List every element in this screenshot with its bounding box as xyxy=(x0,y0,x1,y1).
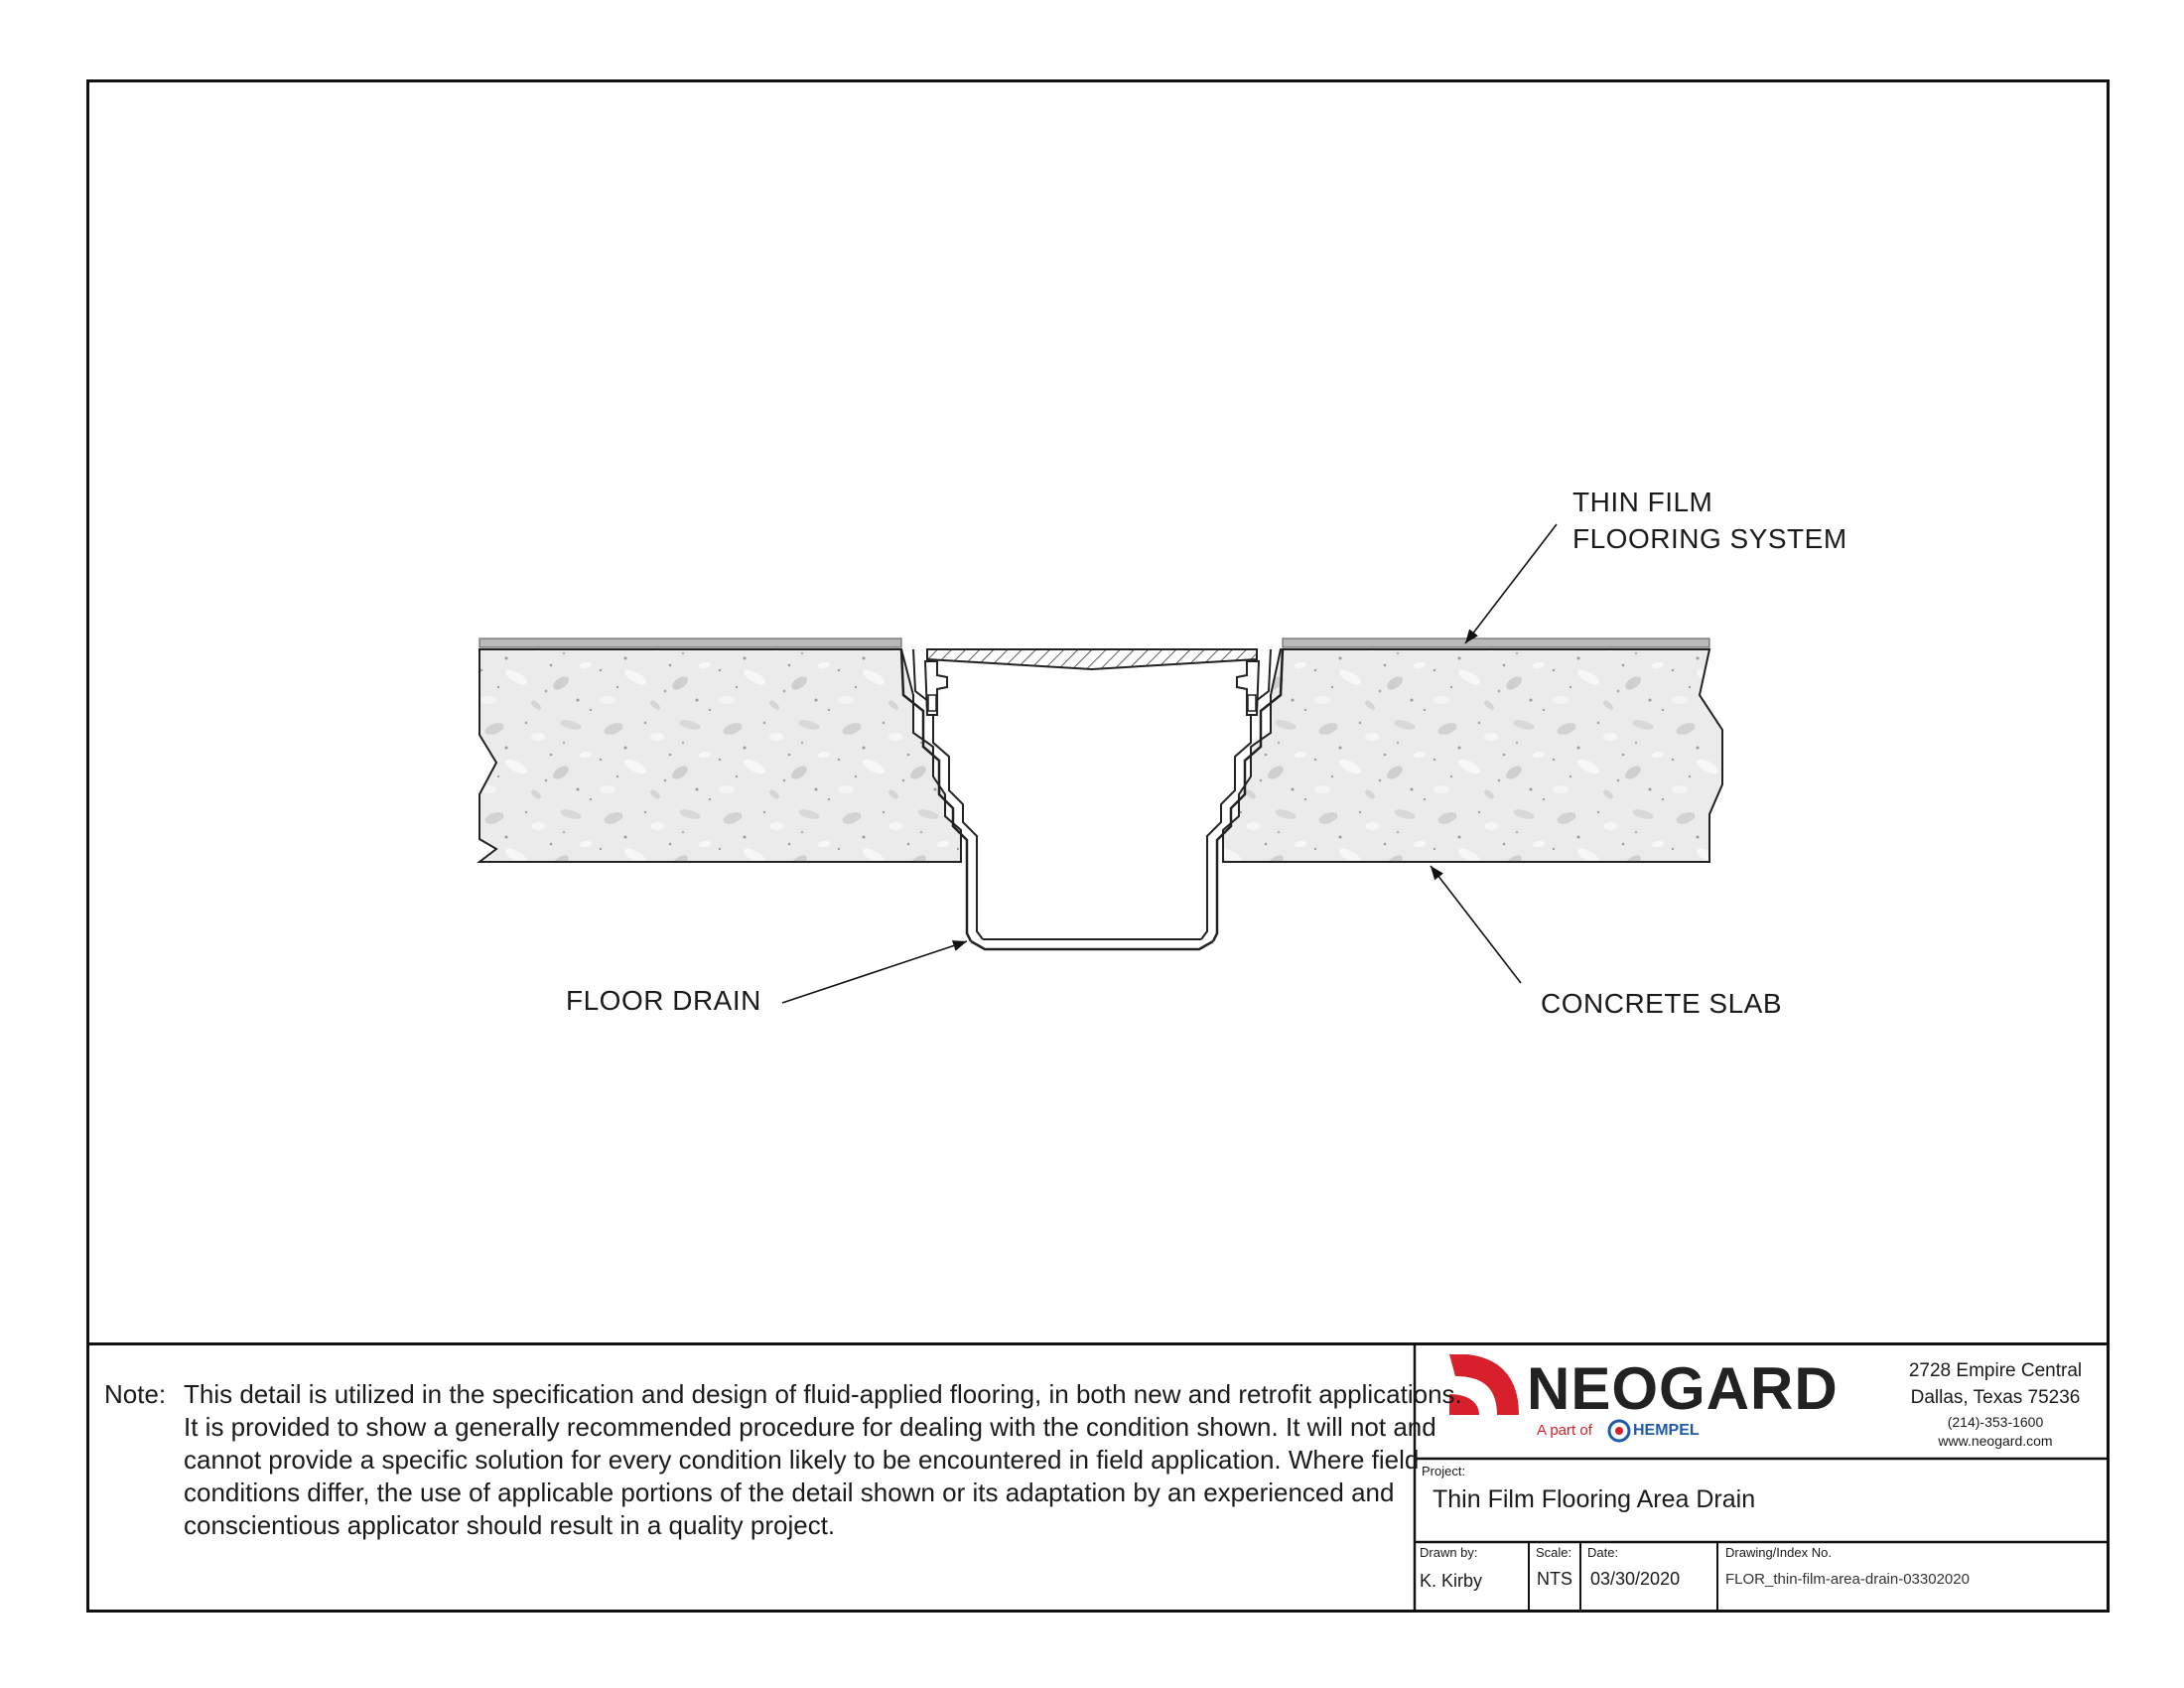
hempel-text: HEMPEL xyxy=(1633,1422,1700,1439)
scale-value: NTS xyxy=(1537,1569,1572,1589)
concrete-slab-left xyxy=(479,649,961,862)
drawing-index-label: Drawing/Index No. xyxy=(1725,1545,1832,1560)
concrete-slab-right xyxy=(1223,649,1722,862)
callout-thin-film-line1: THIN FILM xyxy=(1572,487,1713,517)
note-label: Note: xyxy=(104,1379,167,1409)
address-line1: 2728 Empire Central xyxy=(1908,1360,2083,1381)
note-text: This detail is utilized in the specification and design of fluid-applied flooring, in both new and retrofit applications. It is provided to show a generally recommended procedure for dealing with the condition shown. It will not and cannot provide a specific solution for every condition likely to be encountered in field application. Where field conditions differ, the use of applicable portions of the detail shown or its adaptation by an experienced and conscientious applicator should result in a quality project. xyxy=(184,1379,1462,1540)
tagline-prefix: A part of xyxy=(1537,1422,1592,1439)
project-label: Project: xyxy=(1422,1464,1466,1478)
thin-film-leader xyxy=(1465,524,1557,643)
concrete-slab-leader xyxy=(1431,866,1521,983)
neogard-logo-text: NEOGARD xyxy=(1527,1355,1839,1422)
address-line2: Dallas, Texas 75236 xyxy=(1910,1387,2081,1408)
callout-thin-film-line2: FLOORING SYSTEM xyxy=(1572,523,1847,554)
drain-strainer-grate xyxy=(927,649,1257,669)
drawn-by-value: K. Kirby xyxy=(1420,1571,1483,1591)
date-value: 03/30/2020 xyxy=(1590,1569,1681,1589)
project-name: Thin Film Flooring Area Drain xyxy=(1433,1485,1756,1513)
thin-film-coating-left xyxy=(479,638,901,647)
thin-film-coating-right xyxy=(1283,638,1709,647)
date-label: Date: xyxy=(1587,1545,1619,1560)
scale-label: Scale: xyxy=(1536,1545,1572,1560)
callout-concrete-slab: CONCRETE SLAB xyxy=(1541,988,1782,1019)
website-link[interactable]: www.neogard.com xyxy=(1938,1433,2053,1449)
drawn-by-label: Drawn by: xyxy=(1420,1545,1478,1560)
callout-floor-drain: FLOOR DRAIN xyxy=(566,985,761,1016)
floor-drain-leader xyxy=(782,941,967,1003)
drawing-index-value: FLOR_thin-film-area-drain-03302020 xyxy=(1725,1571,1970,1588)
drain-bottom xyxy=(971,941,1213,949)
phone-number: (214)-353-1600 xyxy=(1947,1414,2044,1430)
